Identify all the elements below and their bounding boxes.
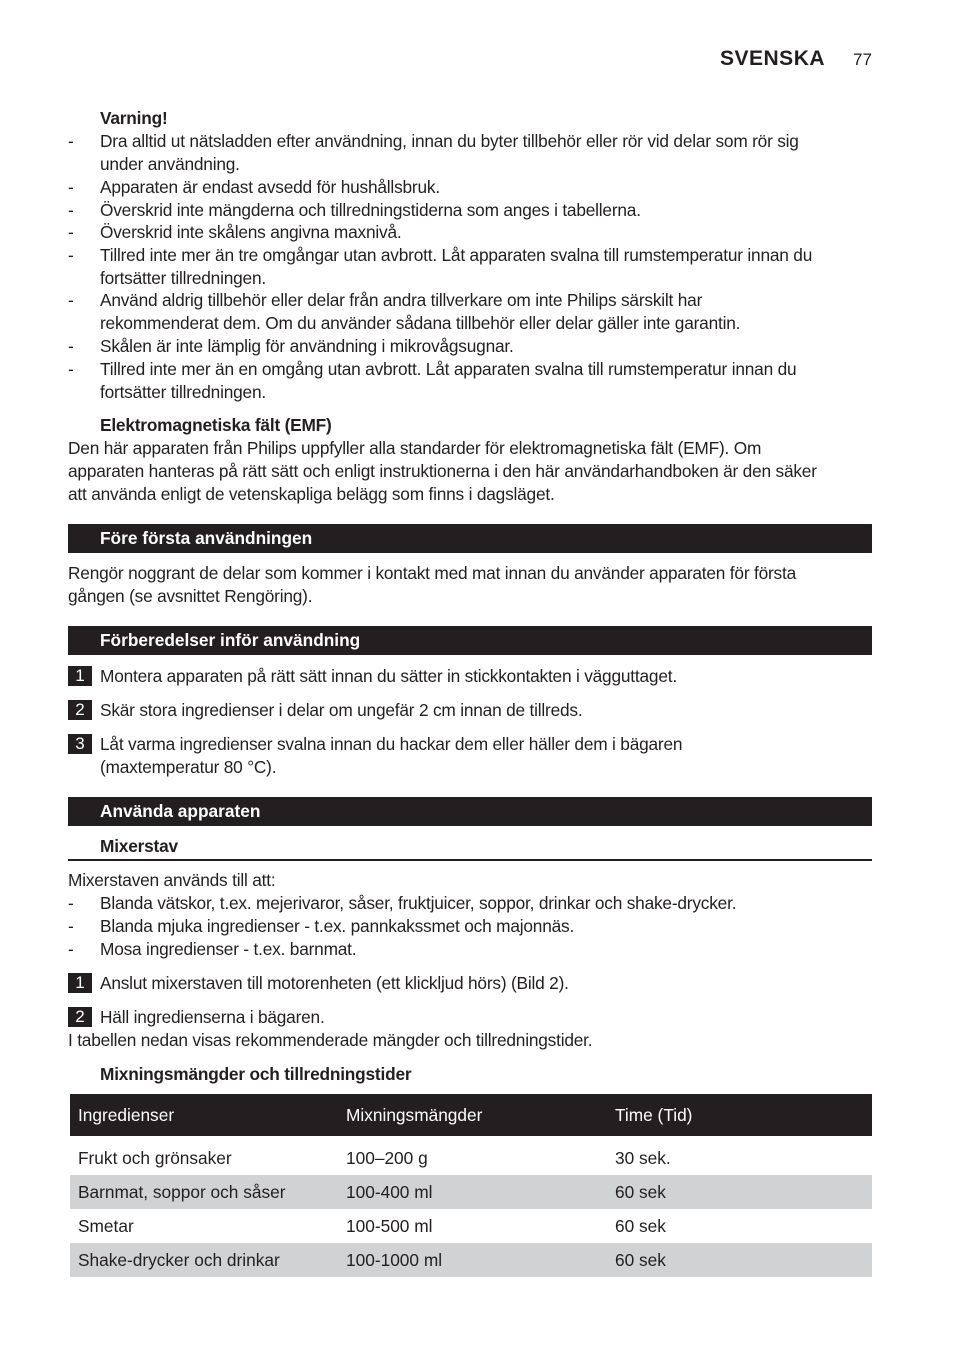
bullet-dash: - [68,939,74,959]
step-text: Skär stora ingredienser i delar om ungefär 2 cm innan de tillreds. [100,700,583,720]
table-cell: 100-1000 ml [338,1243,607,1277]
step-number: 2 [68,1007,92,1027]
using-item: Blanda mjuka ingredienser - t.ex. pannkakssmet och majonnäs. [100,916,575,936]
column-header: Time (Tid) [607,1094,872,1139]
warning-item-line: Dra alltid ut nätsladden efter användning, innan du byter tillbehör eller rör vid delar som rör sig [100,131,799,151]
table-cell: 100-500 ml [346,1215,433,1236]
warning-item [100,289,875,335]
column-header: Ingredienser [70,1094,338,1139]
table-row [70,1175,872,1209]
step-text: Montera apparaten på rätt sätt innan du sätter in stickkontakten i vägguttaget. [100,666,677,686]
bullet-dash: - [68,290,74,310]
warning-item [100,176,875,199]
bullet-dash: - [68,245,74,265]
table-row [70,1141,872,1175]
bullet-dash: - [68,131,74,151]
before-first-use-paragraph [68,562,878,608]
table-cell: 60 sek [615,1215,666,1236]
step-line: (maxtemperatur 80 °C). [100,757,277,777]
warning-item [100,199,875,222]
using-item: Blanda vätskor, t.ex. mejerivaror, såser, fruktjuicer, soppor, drinkar och shake-drycker. [100,893,737,913]
page-number: 77 [853,50,872,69]
warning-item-line: fortsätter tillredningen. [100,268,266,288]
warning-item [100,335,875,358]
warning-item-line: rekommenderat dem. Om du använder sådana tillbehör eller delar gäller inte garantin. [100,313,741,333]
warning-item [100,130,875,176]
step-text: Anslut mixerstaven till motorenheten (ett klickljud hörs) (Bild 2). [100,973,569,993]
paragraph-line: att använda enligt de vetenskapliga belägg som finns i dagsläget. [68,484,555,504]
warning-item-line: Apparaten är endast avsedd för hushållsbruk. [100,177,440,197]
language-header: SVENSKA [720,47,826,70]
section-heading-bar [68,626,872,655]
emf-paragraph [68,437,878,506]
warning-item-line: Tillred inte mer än tre omgångar utan avbrott. Låt apparaten svalna till rumstemperatur innan du [100,245,813,265]
paragraph-line: apparaten hanteras på rätt sätt och enligt instruktionerna i den här användarhandboken är den säker [68,461,817,481]
warning-item-line: Använd aldrig tillbehör eller delar från andra tillverkare om inte Philips särskilt har [100,290,703,310]
table-cell: Smetar [78,1215,134,1236]
step-line: Låt varma ingredienser svalna innan du hackar dem eller häller dem i bägaren [100,734,683,754]
warning-item [100,358,875,404]
emf-title: Elektromagnetiska fält (EMF) [100,415,332,435]
step-text: Häll ingredienserna i bägaren. [100,1007,325,1027]
warning-item-line: Överskrid inte skålens angivna maxnivå. [100,222,402,242]
section-heading: Förberedelser inför användning [100,630,361,650]
bullet-dash: - [68,200,74,220]
table-row [70,1209,872,1243]
warning-item-line: fortsätter tillredningen. [100,382,266,402]
bullet-dash: - [68,177,74,197]
table-header-row [70,1094,872,1139]
table-cell: Shake-drycker och drinkar [70,1243,338,1277]
step-number: 1 [68,973,92,993]
section-heading-bar [68,524,872,553]
paragraph-line: Den här apparaten från Philips uppfyller alla standarder för elektromagnetiska fält (EMF). Om [68,438,762,458]
section-heading-bar [68,797,872,826]
table-cell: 60 sek [607,1243,872,1277]
paragraph-line: gången (se avsnittet Rengöring). [68,586,313,606]
section-heading: Använda apparaten [100,801,261,821]
bullet-dash: - [68,893,74,913]
bullet-dash: - [68,359,74,379]
bullet-dash: - [68,336,74,356]
using-intro: Mixerstaven används till att: [68,870,276,890]
warning-item-line: under användning. [100,154,240,174]
subsection-title: Mixerstav [100,836,178,856]
paragraph-line: Rengör noggrant de delar som kommer i kontakt med mat innan du använder apparaten för första [68,563,796,583]
section-heading: Före första användningen [100,528,313,548]
warning-title: Varning! [100,108,168,128]
table-row [70,1243,872,1277]
table-cell: Barnmat, soppor och såser [70,1175,338,1209]
bullet-dash: - [68,916,74,936]
table-cell: 30 sek. [615,1147,671,1168]
warning-item-line: Skålen är inte lämplig för användning i mikrovågsugnar. [100,336,514,356]
table-title: Mixningsmängder och tillredningstider [100,1064,412,1084]
quantities-table [70,1094,872,1277]
step-number: 1 [68,666,92,686]
step-text [100,733,682,779]
bullet-dash: - [68,222,74,242]
step-number: 3 [68,734,92,754]
column-header: Mixningsmängder [338,1094,607,1139]
step-number: 2 [68,700,92,720]
table-intro: I tabellen nedan visas rekommenderade mängder och tillredningstider. [68,1030,593,1050]
warning-item [100,244,875,290]
subsection-rule [68,859,872,861]
table-cell: 60 sek [607,1175,872,1209]
table-cell: 100-400 ml [338,1175,607,1209]
table-cell: 100–200 g [346,1147,428,1168]
using-item: Mosa ingredienser - t.ex. barnmat. [100,939,357,959]
warning-item-line: Överskrid inte mängderna och tillredningstiderna som anges i tabellerna. [100,200,641,220]
table-cell: Frukt och grönsaker [78,1147,232,1168]
warning-item-line: Tillred inte mer än en omgång utan avbrott. Låt apparaten svalna till rumstemperatur innan du [100,359,797,379]
warning-item [100,221,875,244]
